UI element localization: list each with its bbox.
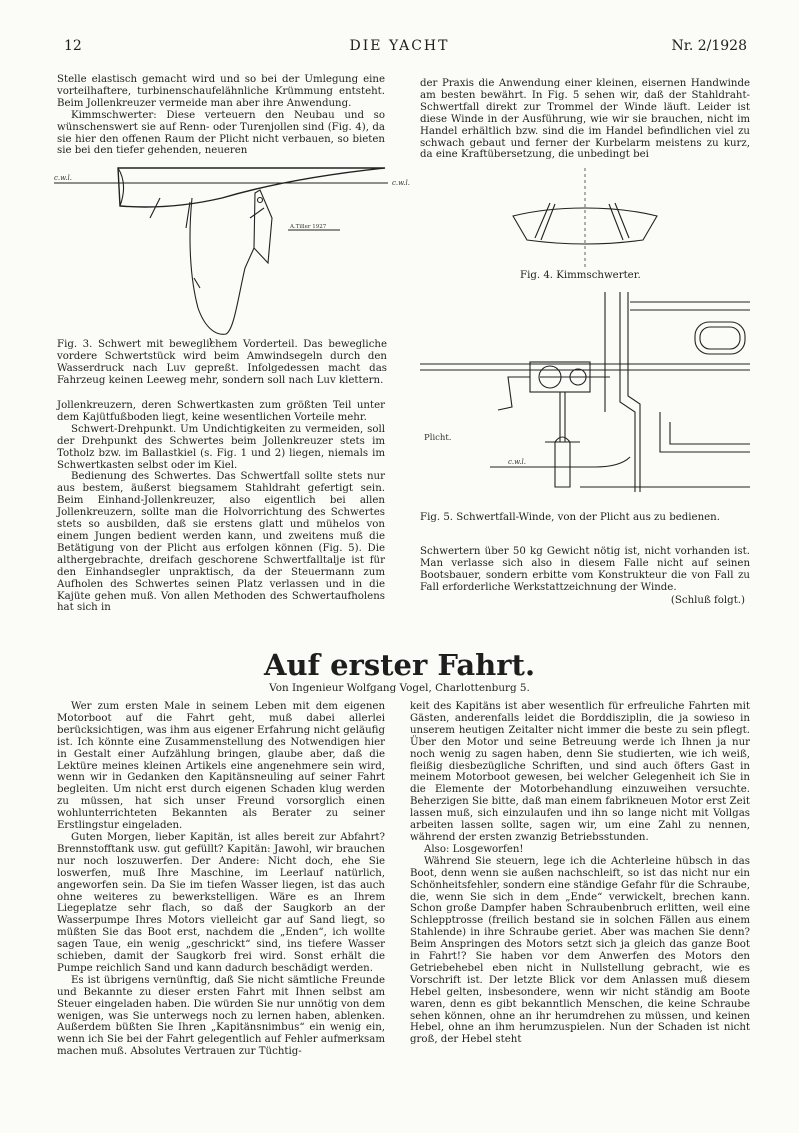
- fig5-winch-drawing: [420, 292, 755, 510]
- paragraph: Stelle elastisch gemacht wird und so bei der Umlegung eine vorteilhaftere, turbinenschaufelähnliche Krümmung entsteht. Beim Jollenkreuzer vermeide man aber ihre Anwendung.: [57, 74, 385, 109]
- paragraph: der Praxis die Anwendung einer kleinen, eisernen Handwinde am besten bewährt. In Fig. 5 sehen wir, daß der Stahldraht-Schwertfall direkt zur Trommel der Winde läuft. Leider ist diese Winde in der Ausführung, wie wir sie brauchen, nicht im Handel erhältlich bzw. sind die im Handel befindlichen viel zu schwach gebaut und ferner der Kurbelarm meistens zu kurz, da eine Kraftübersetzung, die unbedingt bei: [420, 78, 750, 161]
- mid-left-column: [57, 400, 385, 614]
- article-left-column: [57, 701, 385, 1058]
- paragraph: keit des Kapitäns ist aber wesentlich für erfreuliche Fahrten mit Gästen, anderenfalls leidet die Borddisziplin, die ja sowieso in unserem heutigen Zeitalter nicht immer die beste zu sein pflegt. Über den Motor und seine Betreuung werde ich Ihnen ja nur noch wenig zu sagen haben, denn Sie studierten, wie ich weiß, fleißig diesbezügliche Schriften, und sind auch öfters Gast in meinem Motorboot gewesen, bei welcher Gelegenheit ich Sie in die Elemente der Motorbehandlung einzuweihen versuchte. Beherzigen Sie bitte, daß man einem fabrikneuen Motor erst Zeit lassen muß, sich einzulaufen und ihn so lange nicht mit Vollgas arbeiten lassen sollte, sagen wir, um eine Zahl zu nennen, während der ersten zwanzig Betriebsstunden.: [410, 701, 750, 843]
- fig5-caption: Fig. 5. Schwertfall-Winde, von der Plicht aus zu bedienen.: [420, 512, 720, 523]
- paragraph-losgeworfen: Also: Losgeworfen!: [424, 843, 524, 855]
- fig4-kimmschwerter-drawing: [505, 168, 665, 268]
- top-left-column: [57, 74, 385, 157]
- paragraph: Schwertern über 50 kg Gewicht nötig ist, nicht vorhanden ist. Man verlasse sich also in diesem Falle nicht auf seinen Bootsbauer, sondern erbitte vom Konstrukteur die von Fall zu Fall erforderliche Werkstattzeichnung der Winde.: [420, 546, 750, 593]
- paragraph: Guten Morgen, lieber Kapitän, ist alles bereit zur Abfahrt? Brennstofftank usw. gut gefüllt? Kapitän: Jawohl, wir brauchen nur noch loszuwerfen. Der Andere: Nicht doch, ehe Sie loswerfen, muß Ihre Maschine, im Leerlauf natürlich, angeworfen sein. Da Sie im tiefen Wasser liegen, ist das auch ohne weiteres zu bewerkstelligen. Wäre es an Ihrem Liegeplatze sehr flach, so daß der Saugkorb an der Wasserpumpe Ihres Motors vielleicht gar auf Sand liegt, so müßten Sie das Boot erst, nachdem die „Enden“, ich wollte sagen Taue, ein wenig „geschrickt“ sind, ins tiefere Wasser schieben, damit der Saugkorb frei wird. Sonst erhält die Pumpe reichlich Sand und kann dadurch beschädigt werden.: [57, 831, 385, 974]
- mid-right-column: [420, 546, 750, 594]
- fig3-signature: A.Tiller 1927: [290, 224, 327, 230]
- paragraph: Während Sie steuern, lege ich die Achterleine hübsch in das Boot, denn wenn sie außen nachschleift, so ist das nicht nur ein Schönheitsfehler, sondern eine ständige Gefahr für die Schraube, die, wenn Sie sich in dem „Ende“ verwickelt, brechen kann. Schon große Dampfer haben Schraubenbruch erlitten, weil eine Schlepptrosse (freilich bestand sie in solchen Fällen aus einem Stahlende) in ihre Schraube geriet. Aber was machen Sie denn? Beim Anspringen des Motors setzt sich ja gleich das ganze Boot in Fahrt!? Sie haben vor dem Anwerfen des Motors den Getriebehebel eben nicht in Nullstellung gebracht, wie es Vorschrift ist. Der letzte Blick vor dem Anlassen muß diesem Hebel gelten, insbesondere, wenn wir nicht ständig am Boote waren, denn es gibt bekanntlich Menschen, die keine Schraube sehen können, ohne an ihr herumdrehen zu müssen, und keinen Hebel, ohne an ihm herumzuspielen. Nun der Schaden ist nicht groß, der Hebel steht: [410, 855, 750, 1046]
- paragraph-drehpunkt: Schwert-Drehpunkt. Um Undichtigkeiten zu vermeiden, soll der Drehpunkt des Schwertes beim Jollenkreuzer stets im Totholz bzw. im Ballastkiel (s. Fig. 1 und 2) liegen, niemals im Schwertkasten selbst oder im Kiel.: [57, 423, 385, 471]
- fig3-caption: Fig. 3. Schwert mit beweglichem Vorderteil. Das bewegliche vordere Schwertstück wird beim Amwindsegeln durch den Wasserdruck nach Luv gepreßt. Infolgedessen macht das Fahrzeug keinen Leeweg mehr, sondern soll nach Luv klettern.: [57, 339, 387, 386]
- paragraph: Jollenkreuzern, deren Schwertkasten zum größten Teil unter dem Kajütfußboden liegt, keine wesentlichen Vorteile mehr.: [57, 400, 385, 423]
- fig4-caption: Fig. 4. Kimmschwerter.: [520, 270, 641, 281]
- paragraph: Es ist übrigens vernünftig, daß Sie nicht sämtliche Freunde und Bekannte zu dieser ersten Fahrt mit Ihnen selbst am Steuer eingeladen haben. Die würden Sie nur unnötig von dem wenigen, was Sie unterwegs noch zu lernen haben, ablenken. Außerdem büßten Sie Ihren „Kapitänsnimbus“ ein wenig ein, wenn ich Sie bei der Fahrt gelegentlich auf Fehler aufmerksam machen muß. Absolutes Vertrauen zur Tüchtig-: [57, 974, 385, 1058]
- fig5-cwl-label: c.w.l.: [508, 458, 526, 466]
- fig3-cwl-left-label: c.w.l.: [54, 174, 72, 182]
- fig3-sword-drawing: [40, 158, 420, 348]
- article-title: Auf erster Fahrt.: [263, 648, 536, 682]
- fig5-plicht-label: Plicht.: [424, 433, 452, 443]
- fig3-cwl-right-label: c.w.l.: [392, 179, 410, 187]
- paragraph-kimmschwerter: Kimmschwerter: Diese verteuern den Neubau und so wünschenswert sie auf Renn- oder Turenjollen sind (Fig. 4), da sie hier den offenen Raum der Plicht nicht verbauen, so bieten sie bei den tiefer gehenden, neueren: [57, 109, 385, 157]
- paragraph-bedienung: Bedienung des Schwertes. Das Schwertfall sollte stets nur aus bestem, äußerst biegsamem Stahldraht gefertigt sein. Beim Einhand-Jollenkreuzer, also eigentlich bei allen Jollenkreuzern, sollte man die Holvorrichtung des Schwertes stets so ausbilden, daß sie erstens glatt und mühelos von einem Jungen bedient werden kann, und zweitens muß die Betätigung von der Plicht aus erfolgen können (Fig. 5). Die althergebrachte, dreifach geschorene Schwertfalltalje ist für den Einhandsegler unpraktisch, da der Steuermann zum Aufholen des Schwertes seinen Platz verlassen und in die Kajüte gehen muß. Von allen Methoden des Schwertaufholens hat sich in: [57, 471, 385, 614]
- page-number: 12: [64, 38, 82, 54]
- issue-number: Nr. 2/1928: [671, 38, 747, 54]
- top-right-column: [420, 78, 750, 161]
- paragraph: Wer zum ersten Male in seinem Leben mit dem eigenen Motorboot auf die Fahrt geht, muß dabei allerlei berücksichtigen, was ihm aus eigener Erfahrung nicht geläufig ist. Ich könnte eine Zusammenstellung des Notwendigen hier in Gestalt einer Aufzählung bringen, glaube aber, daß die Lektüre meines kleinen Artikels eine angenehmere sein wird, wenn wir in Gedanken den Kapitänsneuling auf seiner Fahrt begleiten. Um nicht erst durch eigenen Schaden klug werden zu müssen, hat sich unser Freund vorsorglich einen wohlunterrichteten Bekannten als Berater zu seiner Erstlingstur eingeladen.: [57, 701, 385, 832]
- article-byline: Von Ingenieur Wolfgang Vogel, Charlottenburg 5.: [269, 682, 530, 694]
- magazine-title: DIE YACHT: [349, 38, 450, 54]
- to-be-continued: (Schluß folgt.): [670, 595, 745, 606]
- article-right-column: [410, 701, 750, 1046]
